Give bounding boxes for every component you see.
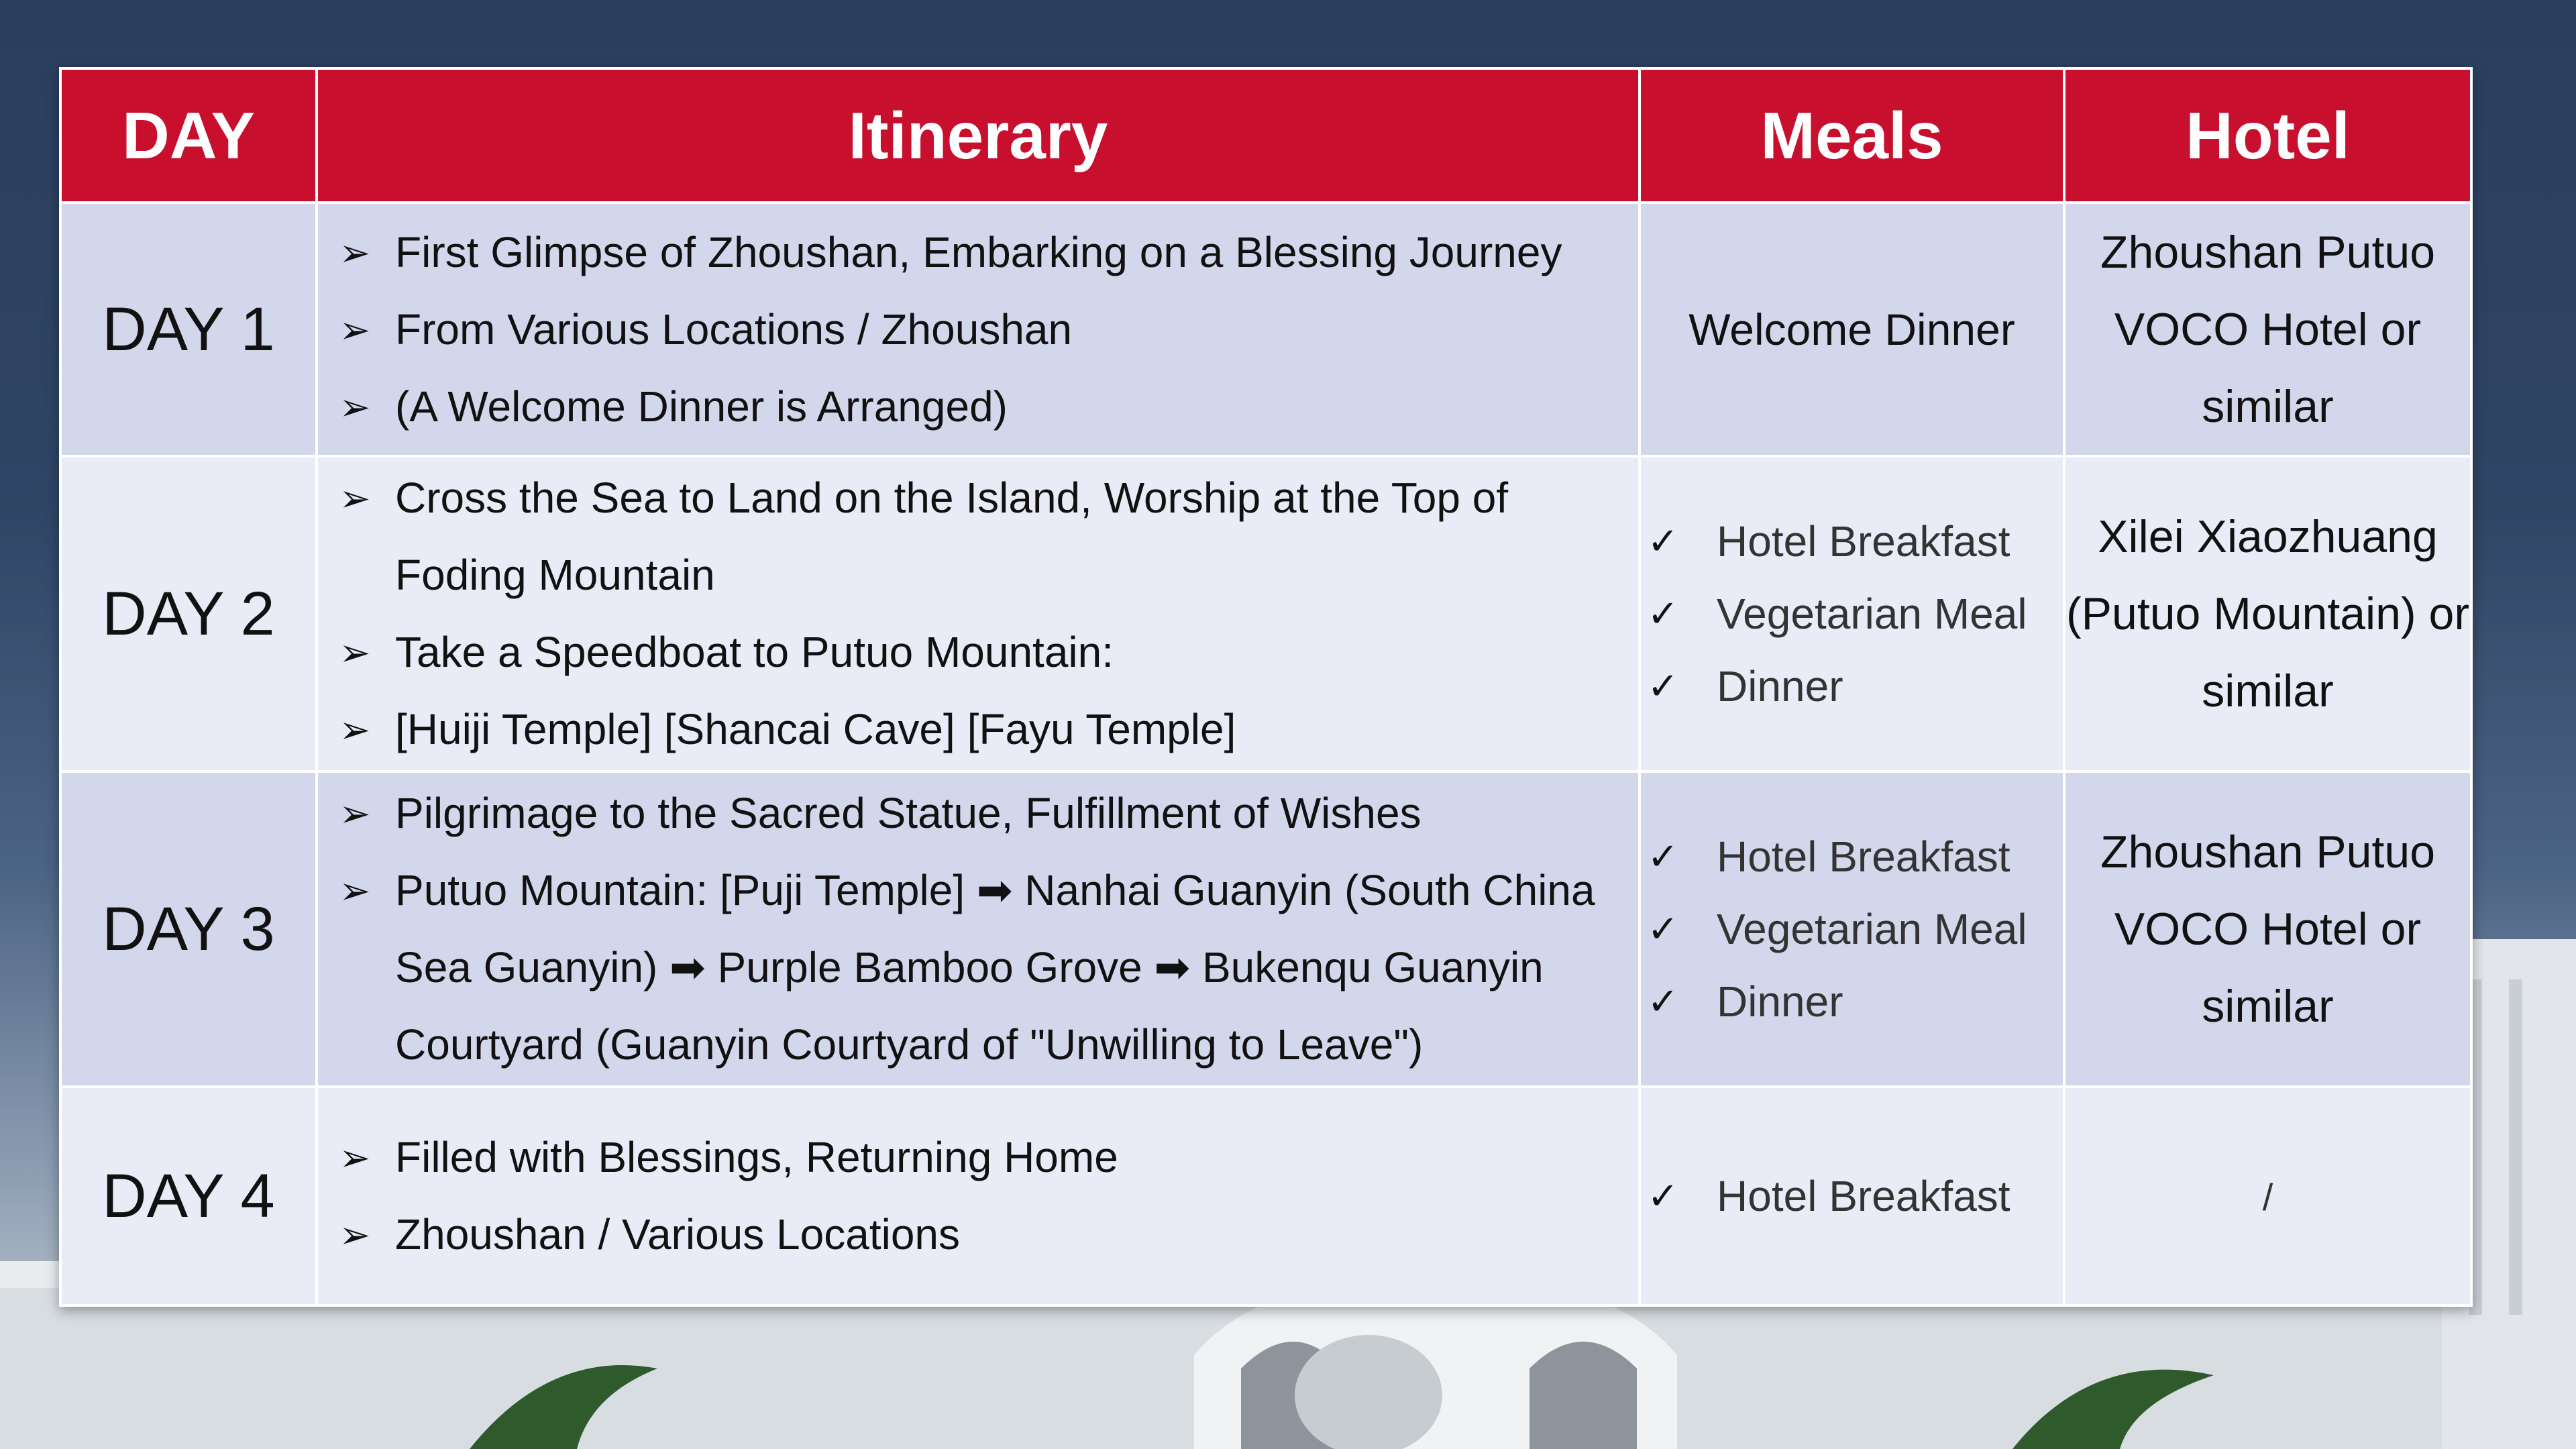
meals-cell — [1640, 1087, 2064, 1305]
arrow-bullet-icon: ➢ — [339, 708, 371, 751]
check-icon: ✓ — [1647, 908, 1679, 950]
arrow-bullet-icon: ➢ — [339, 477, 371, 519]
meal-item — [1646, 820, 2063, 893]
meals-cell — [1640, 771, 2064, 1087]
itinerary-text: Pilgrimage to the Sacred Statue, Fulfillment of Wishes — [395, 789, 1421, 837]
itinerary-item — [331, 460, 1618, 614]
day-label: DAY 1 — [60, 203, 317, 456]
hotel-line: VOCO Hotel or — [2114, 903, 2422, 955]
meals-cell — [1640, 456, 2064, 771]
arrow-bullet-icon: ➢ — [339, 1214, 371, 1256]
itinerary-text: From Various Locations / Zhoushan — [395, 305, 1073, 354]
meals-list — [1641, 505, 2063, 722]
itinerary-text: Take a Speedboat to Putuo Mountain: — [395, 628, 1114, 676]
meal-text: Hotel Breakfast — [1717, 1172, 2010, 1220]
itinerary-text: First Glimpse of Zhoushan, Embarking on a Blessing Journey — [395, 227, 1562, 276]
check-icon: ✓ — [1647, 835, 1679, 877]
itinerary-text: Zhoushan / Various Locations — [395, 1210, 960, 1258]
arrow-bullet-icon: ➢ — [339, 231, 371, 274]
itinerary-item — [331, 775, 1618, 852]
hotel-line: similar — [2202, 980, 2334, 1032]
itinerary-list — [318, 775, 1638, 1083]
itinerary-item — [331, 1196, 1618, 1273]
itinerary-cell — [317, 456, 1640, 771]
arrow-bullet-icon: ➢ — [339, 385, 371, 428]
check-icon: ✓ — [1647, 1175, 1679, 1217]
header-itinerary: Itinerary — [317, 68, 1640, 203]
arrow-bullet-icon: ➢ — [339, 308, 371, 351]
itinerary-text: Cross the Sea to Land on the Island, Worship at the Top of Foding Mountain — [395, 474, 1509, 599]
hotel-cell — [2064, 203, 2471, 456]
check-icon: ✓ — [1647, 592, 1679, 635]
check-icon: ✓ — [1647, 665, 1679, 707]
day-label: DAY 4 — [60, 1087, 317, 1305]
itinerary-list — [318, 214, 1638, 445]
itinerary-cell — [317, 1087, 1640, 1305]
meal-text: Hotel Breakfast — [1717, 517, 2010, 566]
arrow-bullet-icon: ➢ — [339, 631, 371, 674]
meal-item — [1646, 965, 2063, 1038]
hotel-line: similar — [2202, 380, 2334, 432]
arrow-bullet-icon: ➢ — [339, 1136, 371, 1179]
itinerary-text: Filled with Blessings, Returning Home — [395, 1133, 1118, 1181]
hotel-line: Xilei Xiaozhuang — [2098, 511, 2438, 562]
hotel-cell — [2064, 1087, 2471, 1305]
meals-list — [1641, 820, 2063, 1038]
check-icon: ✓ — [1647, 520, 1679, 562]
meal-item — [1646, 893, 2063, 965]
itinerary-table — [59, 67, 2473, 1307]
meal-text: Hotel Breakfast — [1717, 833, 2010, 881]
itinerary-cell — [317, 203, 1640, 456]
meal-text: Vegetarian Meal — [1717, 905, 2027, 953]
meal-text: Dinner — [1717, 977, 1843, 1026]
hotel-line: Zhoushan Putuo — [2100, 226, 2436, 278]
table-row-day-2 — [60, 456, 2471, 771]
meal-text: Vegetarian Meal — [1717, 590, 2027, 638]
day-label: DAY 3 — [60, 771, 317, 1087]
header-meals: Meals — [1640, 68, 2064, 203]
itinerary-text: [Huiji Temple] [Shancai Cave] [Fayu Temple] — [395, 705, 1236, 753]
table-row-day-4 — [60, 1087, 2471, 1305]
itinerary-item — [331, 691, 1618, 768]
itinerary-text: Putuo Mountain: [Puji Temple] ➡ Nanhai Guanyin (South China Sea Guanyin) ➡ Purple Bamboo Grove ➡ Bukenqu Guanyin Courtyard (Guanyin Courtyard of "Unwilling to Leave") — [395, 866, 1595, 1069]
meal-item — [1646, 578, 2063, 650]
itinerary-item — [331, 214, 1618, 291]
meals-list — [1641, 1160, 2063, 1232]
itinerary-item — [331, 614, 1618, 691]
arrow-bullet-icon: ➢ — [339, 869, 371, 912]
hotel-line: Zhoushan Putuo — [2100, 826, 2436, 877]
hotel-cell — [2064, 456, 2471, 771]
itinerary-item — [331, 291, 1618, 368]
itinerary-list — [318, 460, 1638, 768]
header-day: DAY — [60, 68, 317, 203]
header-row — [60, 68, 2471, 203]
day-label: DAY 2 — [60, 456, 317, 771]
itinerary-cell — [317, 771, 1640, 1087]
hotel-line: VOCO Hotel or — [2114, 303, 2422, 355]
meal-text: Dinner — [1717, 662, 1843, 710]
table-row-day-3 — [60, 771, 2471, 1087]
hotel-line: (Putuo Mountain) or — [2066, 588, 2469, 639]
check-icon: ✓ — [1647, 980, 1679, 1022]
itinerary-item — [331, 852, 1618, 1083]
hotel-cell — [2064, 771, 2471, 1087]
itinerary-text: (A Welcome Dinner is Arranged) — [395, 382, 1008, 431]
itinerary-list — [318, 1119, 1638, 1273]
meal-item — [1646, 505, 2063, 578]
meal-item — [1646, 650, 2063, 722]
arrow-bullet-icon: ➢ — [339, 792, 371, 835]
itinerary-item — [331, 1119, 1618, 1196]
header-hotel: Hotel — [2064, 68, 2471, 203]
hotel-line: similar — [2202, 665, 2334, 716]
meals-cell: Welcome Dinner — [1640, 203, 2064, 456]
meal-item — [1646, 1160, 2063, 1232]
hotel-none: / — [2262, 1176, 2273, 1218]
itinerary-item — [331, 368, 1618, 445]
table-row-day-1 — [60, 203, 2471, 456]
